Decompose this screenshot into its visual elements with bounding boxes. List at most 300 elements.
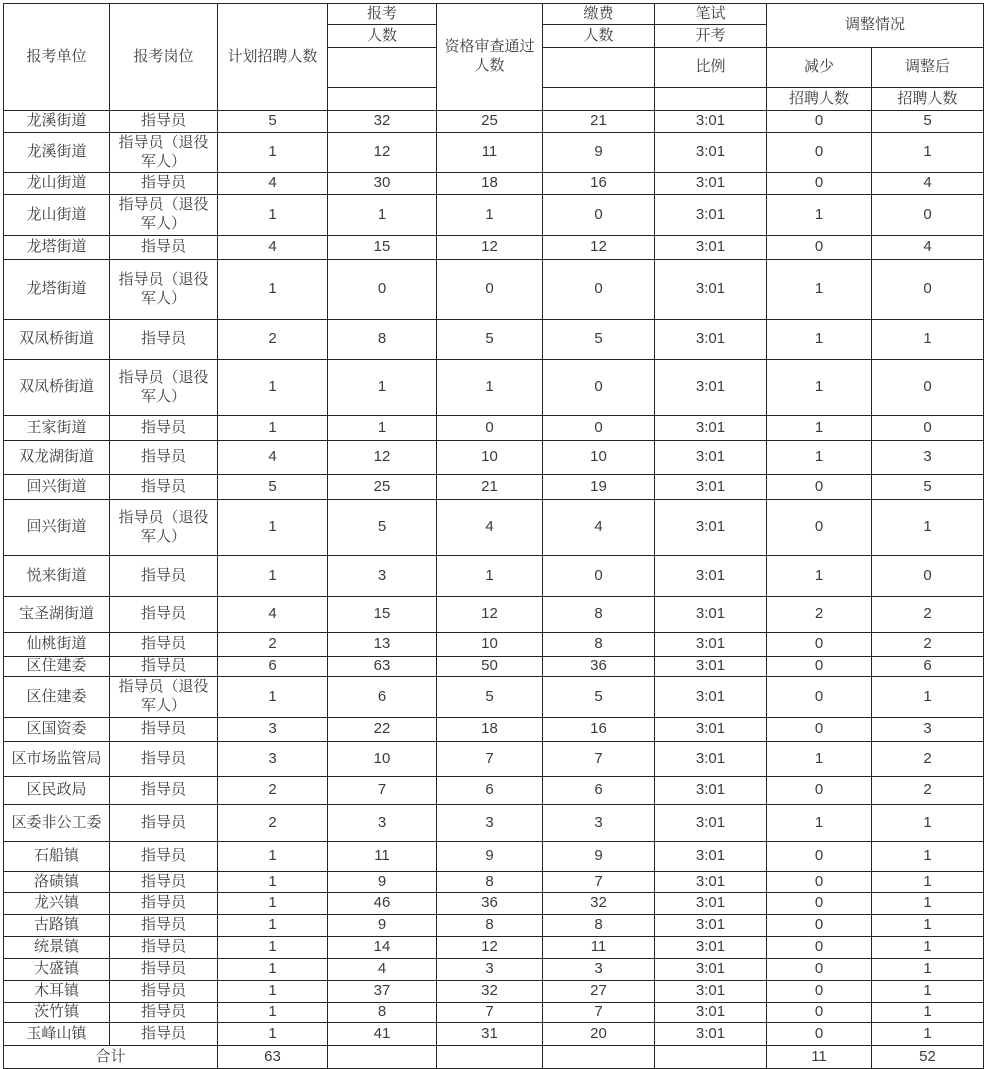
header-applied-line2: 人数 [328, 25, 437, 48]
cell-position: 指导员（退役军人） [110, 195, 218, 236]
cell-qualified: 21 [437, 475, 543, 500]
cell-paid: 0 [543, 416, 655, 441]
cell-paid: 0 [543, 195, 655, 236]
cell-adjusted: 5 [872, 475, 984, 500]
cell-ratio: 3:01 [655, 915, 767, 937]
cell-position: 指导员 [110, 842, 218, 872]
cell-ratio: 3:01 [655, 657, 767, 677]
cell-qualified: 7 [437, 1003, 543, 1023]
cell-planned: 1 [218, 915, 328, 937]
cell-applied: 11 [328, 842, 437, 872]
cell-applied: 46 [328, 893, 437, 915]
cell-position: 指导员 [110, 416, 218, 441]
cell-paid: 3 [543, 959, 655, 981]
cell-planned: 1 [218, 260, 328, 320]
cell-adjusted: 3 [872, 718, 984, 742]
header-adjustment-group: 调整情况 [767, 4, 984, 48]
cell-planned: 1 [218, 416, 328, 441]
header-ratio-line2: 开考 [655, 25, 767, 48]
table-row [4, 657, 984, 677]
table-row [4, 677, 984, 718]
cell-planned: 1 [218, 1003, 328, 1023]
cell-adjusted: 1 [872, 1023, 984, 1046]
cell-reduced: 0 [767, 959, 872, 981]
table-row [4, 1023, 984, 1046]
cell-reduced: 1 [767, 742, 872, 777]
cell-planned: 1 [218, 1023, 328, 1046]
cell-qualified: 1 [437, 556, 543, 597]
cell-paid: 7 [543, 872, 655, 893]
table-row [4, 981, 984, 1003]
cell-ratio: 3:01 [655, 872, 767, 893]
cell-applied: 6 [328, 677, 437, 718]
table-row [4, 556, 984, 597]
cell-unit: 龙塔街道 [4, 260, 110, 320]
cell-ratio: 3:01 [655, 500, 767, 556]
cell-reduced: 1 [767, 260, 872, 320]
cell-planned: 5 [218, 111, 328, 133]
cell-adjusted: 1 [872, 959, 984, 981]
cell-unit: 龙山街道 [4, 173, 110, 195]
cell-position: 指导员 [110, 981, 218, 1003]
header-adjusted-title: 调整后 [872, 48, 984, 88]
cell-planned: 2 [218, 633, 328, 657]
cell-unit: 茨竹镇 [4, 1003, 110, 1023]
total-applied [328, 1046, 437, 1069]
cell-qualified: 11 [437, 133, 543, 173]
cell-applied: 9 [328, 872, 437, 893]
cell-applied: 13 [328, 633, 437, 657]
cell-paid: 3 [543, 805, 655, 842]
cell-paid: 0 [543, 556, 655, 597]
cell-adjusted: 6 [872, 657, 984, 677]
cell-ratio: 3:01 [655, 805, 767, 842]
cell-applied: 1 [328, 195, 437, 236]
header-qualified: 资格审查通过人数 [437, 4, 543, 111]
cell-applied: 8 [328, 320, 437, 360]
cell-position: 指导员（退役军人） [110, 260, 218, 320]
cell-applied: 1 [328, 416, 437, 441]
cell-reduced: 0 [767, 872, 872, 893]
cell-reduced: 0 [767, 1023, 872, 1046]
cell-ratio: 3:01 [655, 133, 767, 173]
cell-reduced: 1 [767, 556, 872, 597]
cell-qualified: 32 [437, 981, 543, 1003]
cell-reduced: 0 [767, 842, 872, 872]
cell-ratio: 3:01 [655, 677, 767, 718]
cell-applied: 22 [328, 718, 437, 742]
total-ratio [655, 1046, 767, 1069]
table-row [4, 937, 984, 959]
cell-applied: 0 [328, 260, 437, 320]
table-row [4, 915, 984, 937]
cell-planned: 3 [218, 742, 328, 777]
cell-paid: 20 [543, 1023, 655, 1046]
cell-paid: 21 [543, 111, 655, 133]
cell-qualified: 0 [437, 260, 543, 320]
cell-paid: 5 [543, 320, 655, 360]
cell-planned: 5 [218, 475, 328, 500]
cell-applied: 32 [328, 111, 437, 133]
cell-ratio: 3:01 [655, 441, 767, 475]
cell-planned: 2 [218, 805, 328, 842]
cell-planned: 1 [218, 842, 328, 872]
cell-position: 指导员 [110, 597, 218, 633]
cell-qualified: 31 [437, 1023, 543, 1046]
table-row [4, 893, 984, 915]
cell-unit: 玉峰山镇 [4, 1023, 110, 1046]
header-paid-spacer-2 [543, 88, 655, 111]
cell-planned: 2 [218, 777, 328, 805]
cell-unit: 木耳镇 [4, 981, 110, 1003]
cell-reduced: 1 [767, 805, 872, 842]
cell-unit: 石船镇 [4, 842, 110, 872]
cell-unit: 区市场监管局 [4, 742, 110, 777]
cell-qualified: 3 [437, 959, 543, 981]
total-row [4, 1046, 984, 1069]
cell-planned: 1 [218, 959, 328, 981]
cell-adjusted: 1 [872, 805, 984, 842]
cell-ratio: 3:01 [655, 1023, 767, 1046]
cell-qualified: 0 [437, 416, 543, 441]
table-row [4, 633, 984, 657]
cell-adjusted: 0 [872, 360, 984, 416]
cell-qualified: 12 [437, 236, 543, 260]
table-row [4, 173, 984, 195]
cell-ratio: 3:01 [655, 320, 767, 360]
table-row [4, 195, 984, 236]
cell-position: 指导员（退役军人） [110, 133, 218, 173]
cell-planned: 1 [218, 556, 328, 597]
cell-planned: 3 [218, 718, 328, 742]
cell-unit: 区委非公工委 [4, 805, 110, 842]
cell-planned: 1 [218, 360, 328, 416]
total-label: 合计 [4, 1046, 218, 1069]
cell-reduced: 0 [767, 633, 872, 657]
cell-position: 指导员 [110, 718, 218, 742]
cell-adjusted: 2 [872, 742, 984, 777]
cell-qualified: 5 [437, 677, 543, 718]
cell-reduced: 0 [767, 677, 872, 718]
cell-ratio: 3:01 [655, 111, 767, 133]
cell-planned: 1 [218, 677, 328, 718]
header-applied-line1: 报考 [328, 4, 437, 25]
cell-applied: 14 [328, 937, 437, 959]
cell-qualified: 1 [437, 360, 543, 416]
cell-applied: 5 [328, 500, 437, 556]
cell-ratio: 3:01 [655, 1003, 767, 1023]
cell-ratio: 3:01 [655, 260, 767, 320]
cell-unit: 龙兴镇 [4, 893, 110, 915]
cell-position: 指导员 [110, 556, 218, 597]
cell-adjusted: 0 [872, 416, 984, 441]
cell-adjusted: 0 [872, 556, 984, 597]
cell-unit: 双龙湖街道 [4, 441, 110, 475]
cell-reduced: 1 [767, 441, 872, 475]
cell-unit: 宝圣湖街道 [4, 597, 110, 633]
cell-unit: 区住建委 [4, 657, 110, 677]
cell-paid: 0 [543, 260, 655, 320]
cell-applied: 7 [328, 777, 437, 805]
cell-position: 指导员（退役军人） [110, 500, 218, 556]
header-paid-line2: 人数 [543, 25, 655, 48]
header-applied-spacer-2 [328, 88, 437, 111]
cell-ratio: 3:01 [655, 416, 767, 441]
cell-qualified: 7 [437, 742, 543, 777]
header-paid-spacer-1 [543, 48, 655, 88]
cell-planned: 1 [218, 937, 328, 959]
cell-adjusted: 0 [872, 195, 984, 236]
cell-qualified: 5 [437, 320, 543, 360]
cell-unit: 悦来街道 [4, 556, 110, 597]
recruitment-table [3, 3, 984, 1069]
cell-applied: 3 [328, 556, 437, 597]
cell-applied: 25 [328, 475, 437, 500]
cell-reduced: 0 [767, 133, 872, 173]
table-row [4, 718, 984, 742]
cell-paid: 8 [543, 597, 655, 633]
cell-ratio: 3:01 [655, 981, 767, 1003]
cell-paid: 11 [543, 937, 655, 959]
cell-reduced: 2 [767, 597, 872, 633]
table-row [4, 959, 984, 981]
cell-qualified: 8 [437, 915, 543, 937]
cell-position: 指导员 [110, 915, 218, 937]
header-ratio-line3: 比例 [655, 48, 767, 88]
header-applied-spacer-1 [328, 48, 437, 88]
cell-reduced: 0 [767, 937, 872, 959]
table-header [4, 4, 984, 111]
cell-qualified: 12 [437, 597, 543, 633]
table-row [4, 133, 984, 173]
cell-ratio: 3:01 [655, 893, 767, 915]
cell-position: 指导员 [110, 633, 218, 657]
cell-qualified: 10 [437, 633, 543, 657]
cell-applied: 1 [328, 360, 437, 416]
table-row [4, 320, 984, 360]
cell-paid: 12 [543, 236, 655, 260]
cell-position: 指导员 [110, 777, 218, 805]
cell-adjusted: 0 [872, 260, 984, 320]
cell-unit: 王家街道 [4, 416, 110, 441]
cell-adjusted: 1 [872, 500, 984, 556]
cell-adjusted: 1 [872, 1003, 984, 1023]
cell-reduced: 0 [767, 981, 872, 1003]
cell-position: 指导员 [110, 872, 218, 893]
cell-planned: 2 [218, 320, 328, 360]
cell-ratio: 3:01 [655, 777, 767, 805]
cell-unit: 龙溪街道 [4, 133, 110, 173]
cell-ratio: 3:01 [655, 959, 767, 981]
header-reduced-title: 减少 [767, 48, 872, 88]
cell-reduced: 0 [767, 657, 872, 677]
table-body [4, 111, 984, 1046]
table-footer [4, 1046, 984, 1069]
table-row [4, 1003, 984, 1023]
cell-unit: 龙山街道 [4, 195, 110, 236]
cell-ratio: 3:01 [655, 742, 767, 777]
cell-unit: 龙塔街道 [4, 236, 110, 260]
cell-reduced: 1 [767, 416, 872, 441]
cell-applied: 15 [328, 597, 437, 633]
cell-planned: 4 [218, 173, 328, 195]
cell-unit: 回兴街道 [4, 500, 110, 556]
cell-adjusted: 1 [872, 320, 984, 360]
cell-unit: 洛碛镇 [4, 872, 110, 893]
cell-adjusted: 2 [872, 597, 984, 633]
table-row [4, 805, 984, 842]
cell-qualified: 9 [437, 842, 543, 872]
cell-paid: 8 [543, 915, 655, 937]
cell-reduced: 1 [767, 195, 872, 236]
cell-applied: 3 [328, 805, 437, 842]
cell-adjusted: 3 [872, 441, 984, 475]
cell-adjusted: 1 [872, 893, 984, 915]
cell-unit: 仙桃街道 [4, 633, 110, 657]
cell-applied: 41 [328, 1023, 437, 1046]
cell-qualified: 18 [437, 718, 543, 742]
cell-paid: 16 [543, 718, 655, 742]
table-row [4, 475, 984, 500]
table-row [4, 597, 984, 633]
header-paid-line1: 缴费 [543, 4, 655, 25]
cell-unit: 区民政局 [4, 777, 110, 805]
cell-ratio: 3:01 [655, 360, 767, 416]
cell-ratio: 3:01 [655, 597, 767, 633]
cell-position: 指导员 [110, 657, 218, 677]
cell-reduced: 0 [767, 1003, 872, 1023]
table-row [4, 360, 984, 416]
cell-unit: 大盛镇 [4, 959, 110, 981]
cell-paid: 7 [543, 1003, 655, 1023]
cell-unit: 区国资委 [4, 718, 110, 742]
cell-planned: 4 [218, 441, 328, 475]
header-unit: 报考单位 [4, 4, 110, 111]
cell-paid: 6 [543, 777, 655, 805]
cell-ratio: 3:01 [655, 236, 767, 260]
cell-paid: 0 [543, 360, 655, 416]
cell-unit: 双凤桥街道 [4, 360, 110, 416]
cell-adjusted: 1 [872, 915, 984, 937]
cell-position: 指导员（退役军人） [110, 360, 218, 416]
cell-position: 指导员（退役军人） [110, 677, 218, 718]
cell-unit: 统景镇 [4, 937, 110, 959]
cell-position: 指导员 [110, 475, 218, 500]
cell-paid: 10 [543, 441, 655, 475]
header-planned: 计划招聘人数 [218, 4, 328, 111]
total-paid [543, 1046, 655, 1069]
cell-ratio: 3:01 [655, 633, 767, 657]
cell-position: 指导员 [110, 937, 218, 959]
cell-adjusted: 1 [872, 937, 984, 959]
cell-ratio: 3:01 [655, 718, 767, 742]
cell-adjusted: 2 [872, 777, 984, 805]
cell-qualified: 18 [437, 173, 543, 195]
cell-position: 指导员 [110, 173, 218, 195]
cell-paid: 4 [543, 500, 655, 556]
cell-reduced: 0 [767, 475, 872, 500]
cell-unit: 回兴街道 [4, 475, 110, 500]
cell-applied: 12 [328, 133, 437, 173]
table-row [4, 260, 984, 320]
cell-qualified: 50 [437, 657, 543, 677]
cell-applied: 15 [328, 236, 437, 260]
cell-planned: 4 [218, 236, 328, 260]
cell-position: 指导员 [110, 111, 218, 133]
cell-reduced: 0 [767, 915, 872, 937]
cell-position: 指导员 [110, 1023, 218, 1046]
cell-applied: 4 [328, 959, 437, 981]
cell-ratio: 3:01 [655, 173, 767, 195]
cell-position: 指导员 [110, 236, 218, 260]
cell-planned: 4 [218, 597, 328, 633]
cell-adjusted: 4 [872, 173, 984, 195]
cell-reduced: 1 [767, 360, 872, 416]
cell-qualified: 10 [437, 441, 543, 475]
cell-reduced: 0 [767, 777, 872, 805]
total-reduced: 11 [767, 1046, 872, 1069]
cell-paid: 8 [543, 633, 655, 657]
cell-qualified: 12 [437, 937, 543, 959]
cell-planned: 1 [218, 133, 328, 173]
header-row-1 [4, 4, 984, 25]
cell-qualified: 25 [437, 111, 543, 133]
cell-reduced: 1 [767, 320, 872, 360]
table-row [4, 111, 984, 133]
header-position: 报考岗位 [110, 4, 218, 111]
cell-applied: 37 [328, 981, 437, 1003]
table-row [4, 842, 984, 872]
cell-planned: 1 [218, 500, 328, 556]
cell-position: 指导员 [110, 805, 218, 842]
cell-planned: 1 [218, 872, 328, 893]
cell-reduced: 0 [767, 173, 872, 195]
cell-adjusted: 1 [872, 872, 984, 893]
table-row [4, 777, 984, 805]
table-row [4, 416, 984, 441]
cell-applied: 10 [328, 742, 437, 777]
cell-position: 指导员 [110, 742, 218, 777]
cell-reduced: 0 [767, 111, 872, 133]
cell-paid: 36 [543, 657, 655, 677]
cell-paid: 16 [543, 173, 655, 195]
cell-applied: 9 [328, 915, 437, 937]
cell-reduced: 0 [767, 718, 872, 742]
table-row [4, 742, 984, 777]
table-row [4, 500, 984, 556]
cell-qualified: 3 [437, 805, 543, 842]
cell-applied: 12 [328, 441, 437, 475]
cell-planned: 1 [218, 981, 328, 1003]
cell-qualified: 8 [437, 872, 543, 893]
cell-unit: 古路镇 [4, 915, 110, 937]
table-row [4, 872, 984, 893]
cell-unit: 龙溪街道 [4, 111, 110, 133]
cell-position: 指导员 [110, 320, 218, 360]
cell-planned: 1 [218, 195, 328, 236]
cell-applied: 8 [328, 1003, 437, 1023]
cell-qualified: 36 [437, 893, 543, 915]
cell-reduced: 0 [767, 500, 872, 556]
header-reduced-subtitle: 招聘人数 [767, 88, 872, 111]
cell-position: 指导员 [110, 1003, 218, 1023]
total-qualified [437, 1046, 543, 1069]
cell-ratio: 3:01 [655, 937, 767, 959]
cell-position: 指导员 [110, 441, 218, 475]
cell-applied: 63 [328, 657, 437, 677]
cell-paid: 19 [543, 475, 655, 500]
cell-adjusted: 5 [872, 111, 984, 133]
